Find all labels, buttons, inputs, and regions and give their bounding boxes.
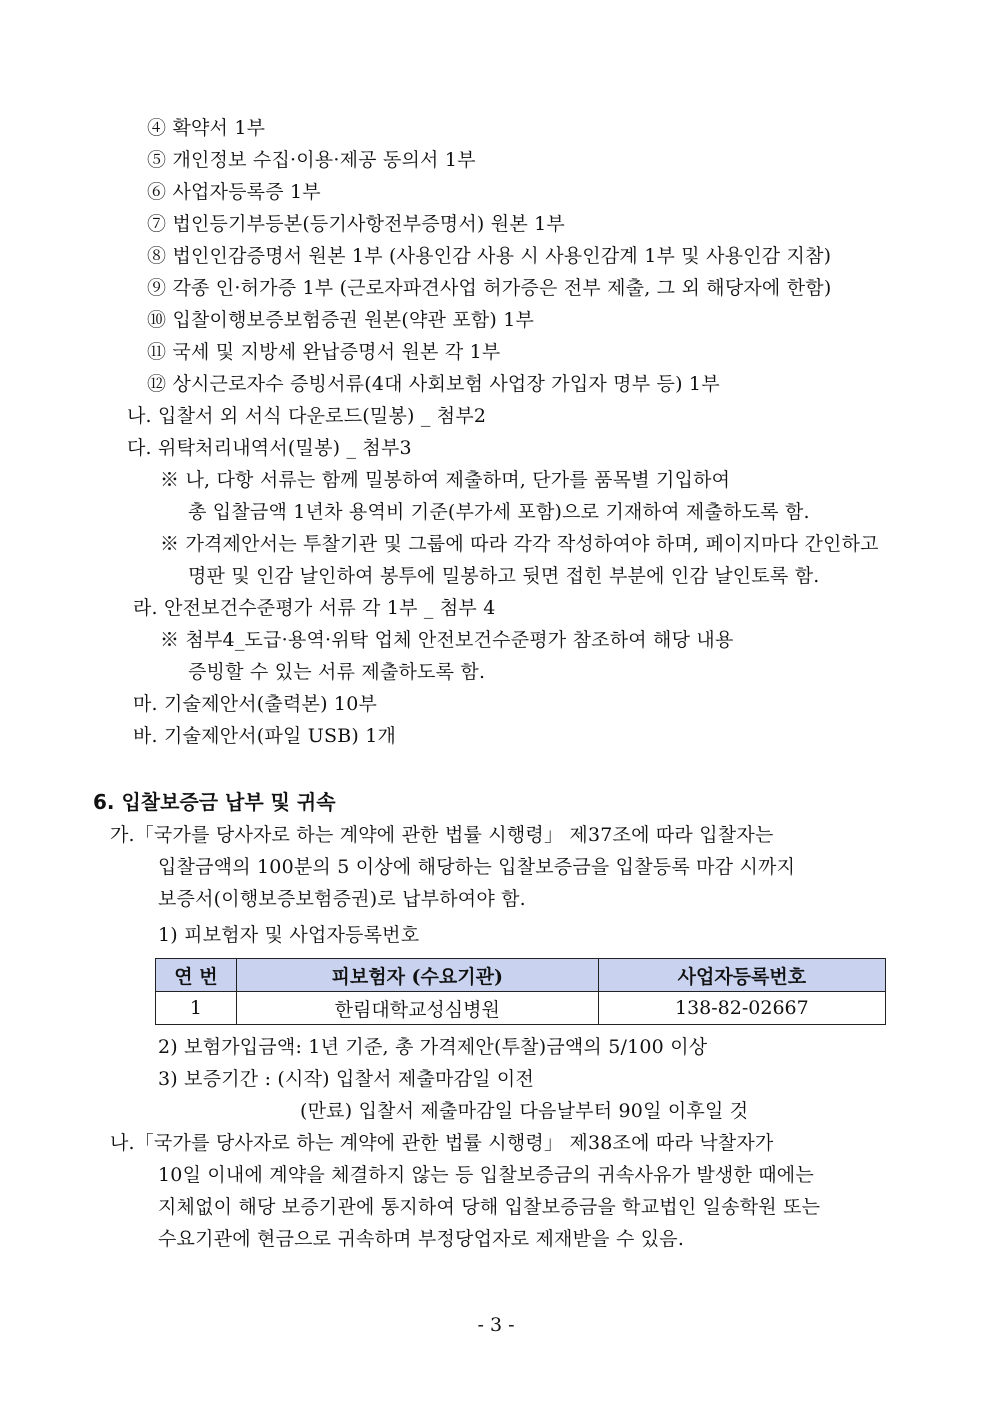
header-serial: 연 번 [156, 959, 237, 992]
table-row [156, 992, 886, 1025]
note-line: 총 입찰금액 1년차 용역비 기준(부가세 포함)으로 기재하여 제출하도록 함. [188, 501, 810, 523]
paragraph-ga-line: 가.「국가를 당사자로 하는 계약에 관한 법률 시행령」 제37조에 따라 입찰자는 [110, 824, 774, 846]
list-item: ⑫ 상시근로자수 증빙서류(4대 사회보험 사업장 가입자 명부 등) 1부 [147, 373, 720, 395]
insured-table [155, 958, 886, 1025]
cell-insured: 한림대학교성심병원 [236, 992, 598, 1025]
list-item: ⑩ 입찰이행보증보험증권 원본(약관 포함) 1부 [147, 309, 535, 331]
note-line: 증빙할 수 있는 서류 제출하도록 함. [188, 661, 486, 683]
list-item: ④ 확약서 1부 [147, 117, 266, 139]
item-na: 나. 입찰서 외 서식 다운로드(밀봉) _ 첨부2 [127, 405, 487, 427]
item-da: 다. 위탁처리내역서(밀봉) _ 첨부3 [127, 437, 412, 459]
header-business-number: 사업자등록번호 [598, 959, 885, 992]
paragraph-na-line: 10일 이내에 계약을 체결하지 않는 등 입찰보증금의 귀속사유가 발생한 때에는 [158, 1164, 814, 1186]
item-ba: 바. 기술제안서(파일 USB) 1개 [133, 725, 397, 747]
subitem-2: 2) 보험가입금액: 1년 기준, 총 가격제안(투찰)금액의 5/100 이상 [158, 1036, 708, 1058]
subitem-3-cont: (만료) 입찰서 제출마감일 다음날부터 90일 이후일 것 [300, 1100, 749, 1122]
paragraph-ga-line: 입찰금액의 100분의 5 이상에 해당하는 입찰보증금을 입찰등록 마감 시까지 [158, 856, 796, 878]
paragraph-na-line: 지체없이 해당 보증기관에 통지하여 당해 입찰보증금을 학교법인 일송학원 또는 [158, 1196, 821, 1218]
section-title: 6. 입찰보증금 납부 및 귀속 [93, 790, 336, 814]
paragraph-na-line: 나.「국가를 당사자로 하는 계약에 관한 법률 시행령」 제38조에 따라 낙찰자가 [110, 1132, 774, 1154]
paragraph-ga-line: 보증서(이행보증보험증권)로 납부하여야 함. [158, 888, 526, 910]
list-item: ⑥ 사업자등록증 1부 [147, 181, 321, 203]
cell-serial: 1 [156, 992, 237, 1025]
subitem-1: 1) 피보험자 및 사업자등록번호 [158, 924, 420, 946]
list-item: ⑪ 국세 및 지방세 완납증명서 원본 각 1부 [147, 341, 501, 363]
item-ra: 라. 안전보건수준평가 서류 각 1부 _ 첨부 4 [133, 597, 496, 619]
note-line: ※ 가격제안서는 투찰기관 및 그룹에 따라 각각 작성하여야 하며, 페이지마다 간인하고 [160, 533, 879, 555]
list-item: ⑨ 각종 인·허가증 1부 (근로자파견사업 허가증은 전부 제출, 그 외 해당자에 한함) [147, 277, 832, 299]
header-insured: 피보험자 (수요기관) [236, 959, 598, 992]
note-line: ※ 첨부4_도급·용역·위탁 업체 안전보건수준평가 참조하여 해당 내용 [160, 629, 734, 651]
table-header-row [156, 959, 886, 992]
page-number: - 3 - [477, 1314, 515, 1336]
subitem-3: 3) 보증기간 : (시작) 입찰서 제출마감일 이전 [158, 1068, 535, 1090]
note-line: 명판 및 인감 날인하여 봉투에 밀봉하고 뒷면 접힌 부분에 인감 날인토록 함. [188, 565, 820, 587]
item-ma: 마. 기술제안서(출력본) 10부 [133, 693, 378, 715]
list-item: ⑦ 법인등기부등본(등기사항전부증명서) 원본 1부 [147, 213, 565, 235]
list-item: ⑤ 개인정보 수집·이용·제공 동의서 1부 [147, 149, 476, 171]
cell-business-number: 138-82-02667 [598, 992, 885, 1025]
list-item: ⑧ 법인인감증명서 원본 1부 (사용인감 사용 시 사용인감계 1부 및 사용인감 지참) [147, 245, 832, 267]
note-line: ※ 나, 다항 서류는 함께 밀봉하여 제출하며, 단가를 품목별 기입하여 [160, 469, 731, 491]
paragraph-na-line: 수요기관에 현금으로 귀속하며 부정당업자로 제재받을 수 있음. [158, 1228, 685, 1250]
